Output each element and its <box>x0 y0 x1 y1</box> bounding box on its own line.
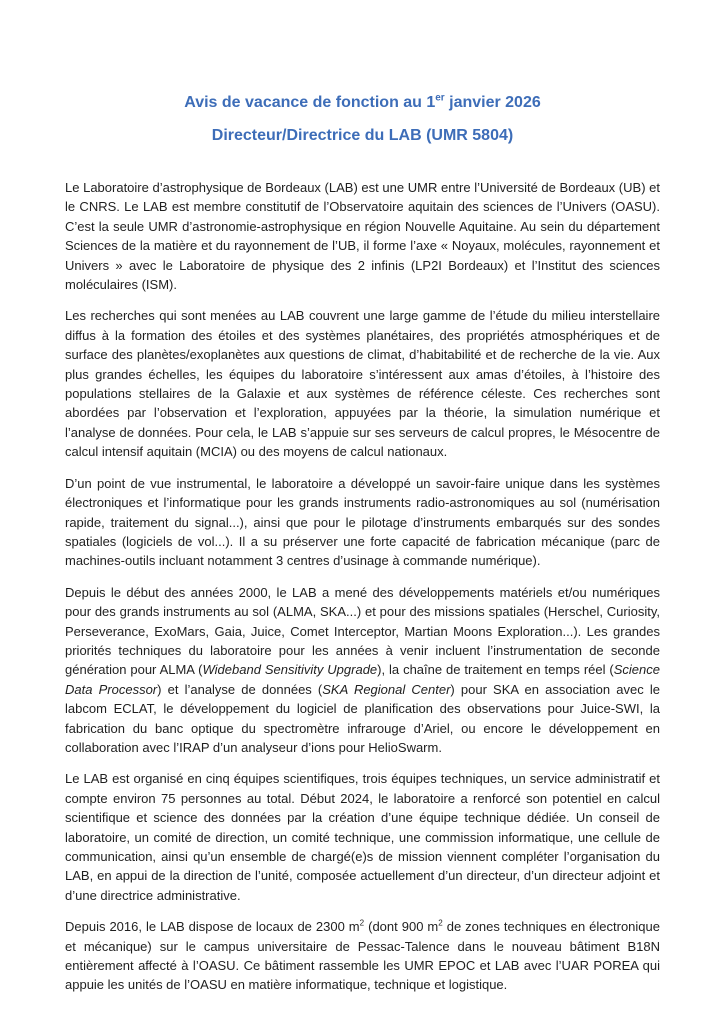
title-line-1 <box>65 86 660 119</box>
document-body <box>65 178 660 995</box>
text-run: Avis de vacance de fonction au 1 <box>184 94 436 111</box>
text-run: D’un point de vue instrumental, le laboratoire a développé un savoir-faire unique dans les systèmes électroniques et l’informatique pour les grands instruments radio-astronomiques au sol (numérisation rapide, traitement du signal...), ainsi que pour le pilotage d’instruments embarqués sur des sondes spatiales (logiciels de vol...). Il a su préserver une forte capacité de fabrication mécanique (parc de machines-outils incluant notamment 3 centres d’usinage à commande numérique). <box>65 475 660 569</box>
title-line-2 <box>65 119 660 152</box>
text-run: Directeur/Directrice du LAB (UMR 5804) <box>211 127 514 144</box>
text-run: (dont 900 m <box>364 919 439 935</box>
paragraph <box>65 178 660 294</box>
text-run: de zones techniques en électronique et mécanique) sur le campus universitaire de Pessac-Talence dans le nouveau bâtiment B18N entièrement affecté à l’OASU. Ce bâtiment rassemble les UMR EPOC et LAB avec l’UAR POREA qui appuie les unités de l’OASU en matière informatique, technique et logistique. <box>65 919 660 993</box>
text-run: Les recherches qui sont menées au LAB couvrent une large gamme de l’étude du milieu interstellaire diffus à la formation des étoiles et des systèmes planétaires, des propriétés atmosphériques et de surface des planètes/exoplanètes aux questions de climat, d’habitabilité et de recherche de la vie. Aux plus grandes échelles, les équipes du laboratoire s’intéressent aux amas d’étoiles, à l’histoire des populations stellaires de la Galaxie et aux systèmes de référence céleste. Ces recherches sont abordées par l’observation et l’exploration, appuyées par la théorie, la simulation numérique et l’analyse de données. Pour cela, le LAB s’appuie sur ses serveurs de calcul propres, le Mésocentre de calcul intensif aquitain (MCIA) ou des moyens de calcul nationaux. <box>65 308 660 460</box>
text-run: SKA Regional Center <box>322 681 451 697</box>
text-run: er <box>435 92 445 104</box>
text-run: Le LAB est organisé en cinq équipes scientifiques, trois équipes techniques, un service administratif et compte environ 75 personnes au total. Début 2024, le laboratoire a renforcé son potentiel en calcul scientifique et science des données par la création d’une équipe technique dédiée. Un conseil de laboratoire, un comité de direction, un comité technique, une commission informatique, une cellule de communication, ainsi qu’un ensemble de chargé(e)s de mission viennent compléter l’organisation du LAB, en appui de la direction de l’unité, composée actuellement d’un directeur, d’un directeur adjoint et d’une directrice administrative. <box>65 771 660 903</box>
text-run: 2 <box>359 918 365 928</box>
text-run: ), la chaîne de traitement en temps réel ( <box>377 662 614 678</box>
text-run: Depuis 2016, le LAB dispose de locaux de 2300 m <box>65 919 360 935</box>
text-run: Wideband Sensitivity Upgrade <box>202 662 378 678</box>
text-run: janvier 2026 <box>444 94 541 111</box>
text-run: 2 <box>438 918 443 928</box>
paragraph <box>65 769 660 905</box>
text-run: Le Laboratoire d’astrophysique de Bordeaux (LAB) est une UMR entre l’Université de Bordeaux (UB) et le CNRS. Le LAB est membre constitutif de l’Observatoire aquitain des sciences de l’Univers (OASU). C’est la seule UMR d’astronomie-astrophysique en région Nouvelle Aquitaine. Au sein du département Sciences de la matière et du rayonnement de l’UB, il forme l’axe « Noyaux, molécules, rayonnement et Univers » avec le Laboratoire de physique des 2 infinis (LP2I Bordeaux) et l’Institut des sciences moléculaires (ISM). <box>65 180 660 293</box>
paragraph <box>65 474 660 571</box>
text-run: ) pour SKA en association avec le labcom ECLAT, le développement du logiciel de planification des observations pour Juice-SWI, la fabrication du banc optique du spectromètre infrarouge d’Ariel, ou encore le développement en collaboration avec l’IRAP d’un analyseur d’ions pour HelioSwarm. <box>65 681 660 755</box>
paragraph <box>65 306 660 461</box>
document-title <box>65 86 660 152</box>
text-run: Depuis le début des années 2000, le LAB a mené des développements matériels et/ou numériques pour des grands instruments au sol (ALMA, SKA...) et pour des missions spatiales (Herschel, Curiosity, Perseverance, ExoMars, Gaia, Juice, Comet Interceptor, Martian Moons Exploration...). Les grandes priorités techniques du laboratoire pour les années à venir incluent l’instrumentation de seconde génération pour ALMA ( <box>65 584 660 678</box>
paragraph <box>65 583 660 758</box>
paragraph <box>65 917 660 995</box>
text-run: Science Data Processor <box>65 662 660 697</box>
text-run: ) et l’analyse de données ( <box>157 681 323 697</box>
